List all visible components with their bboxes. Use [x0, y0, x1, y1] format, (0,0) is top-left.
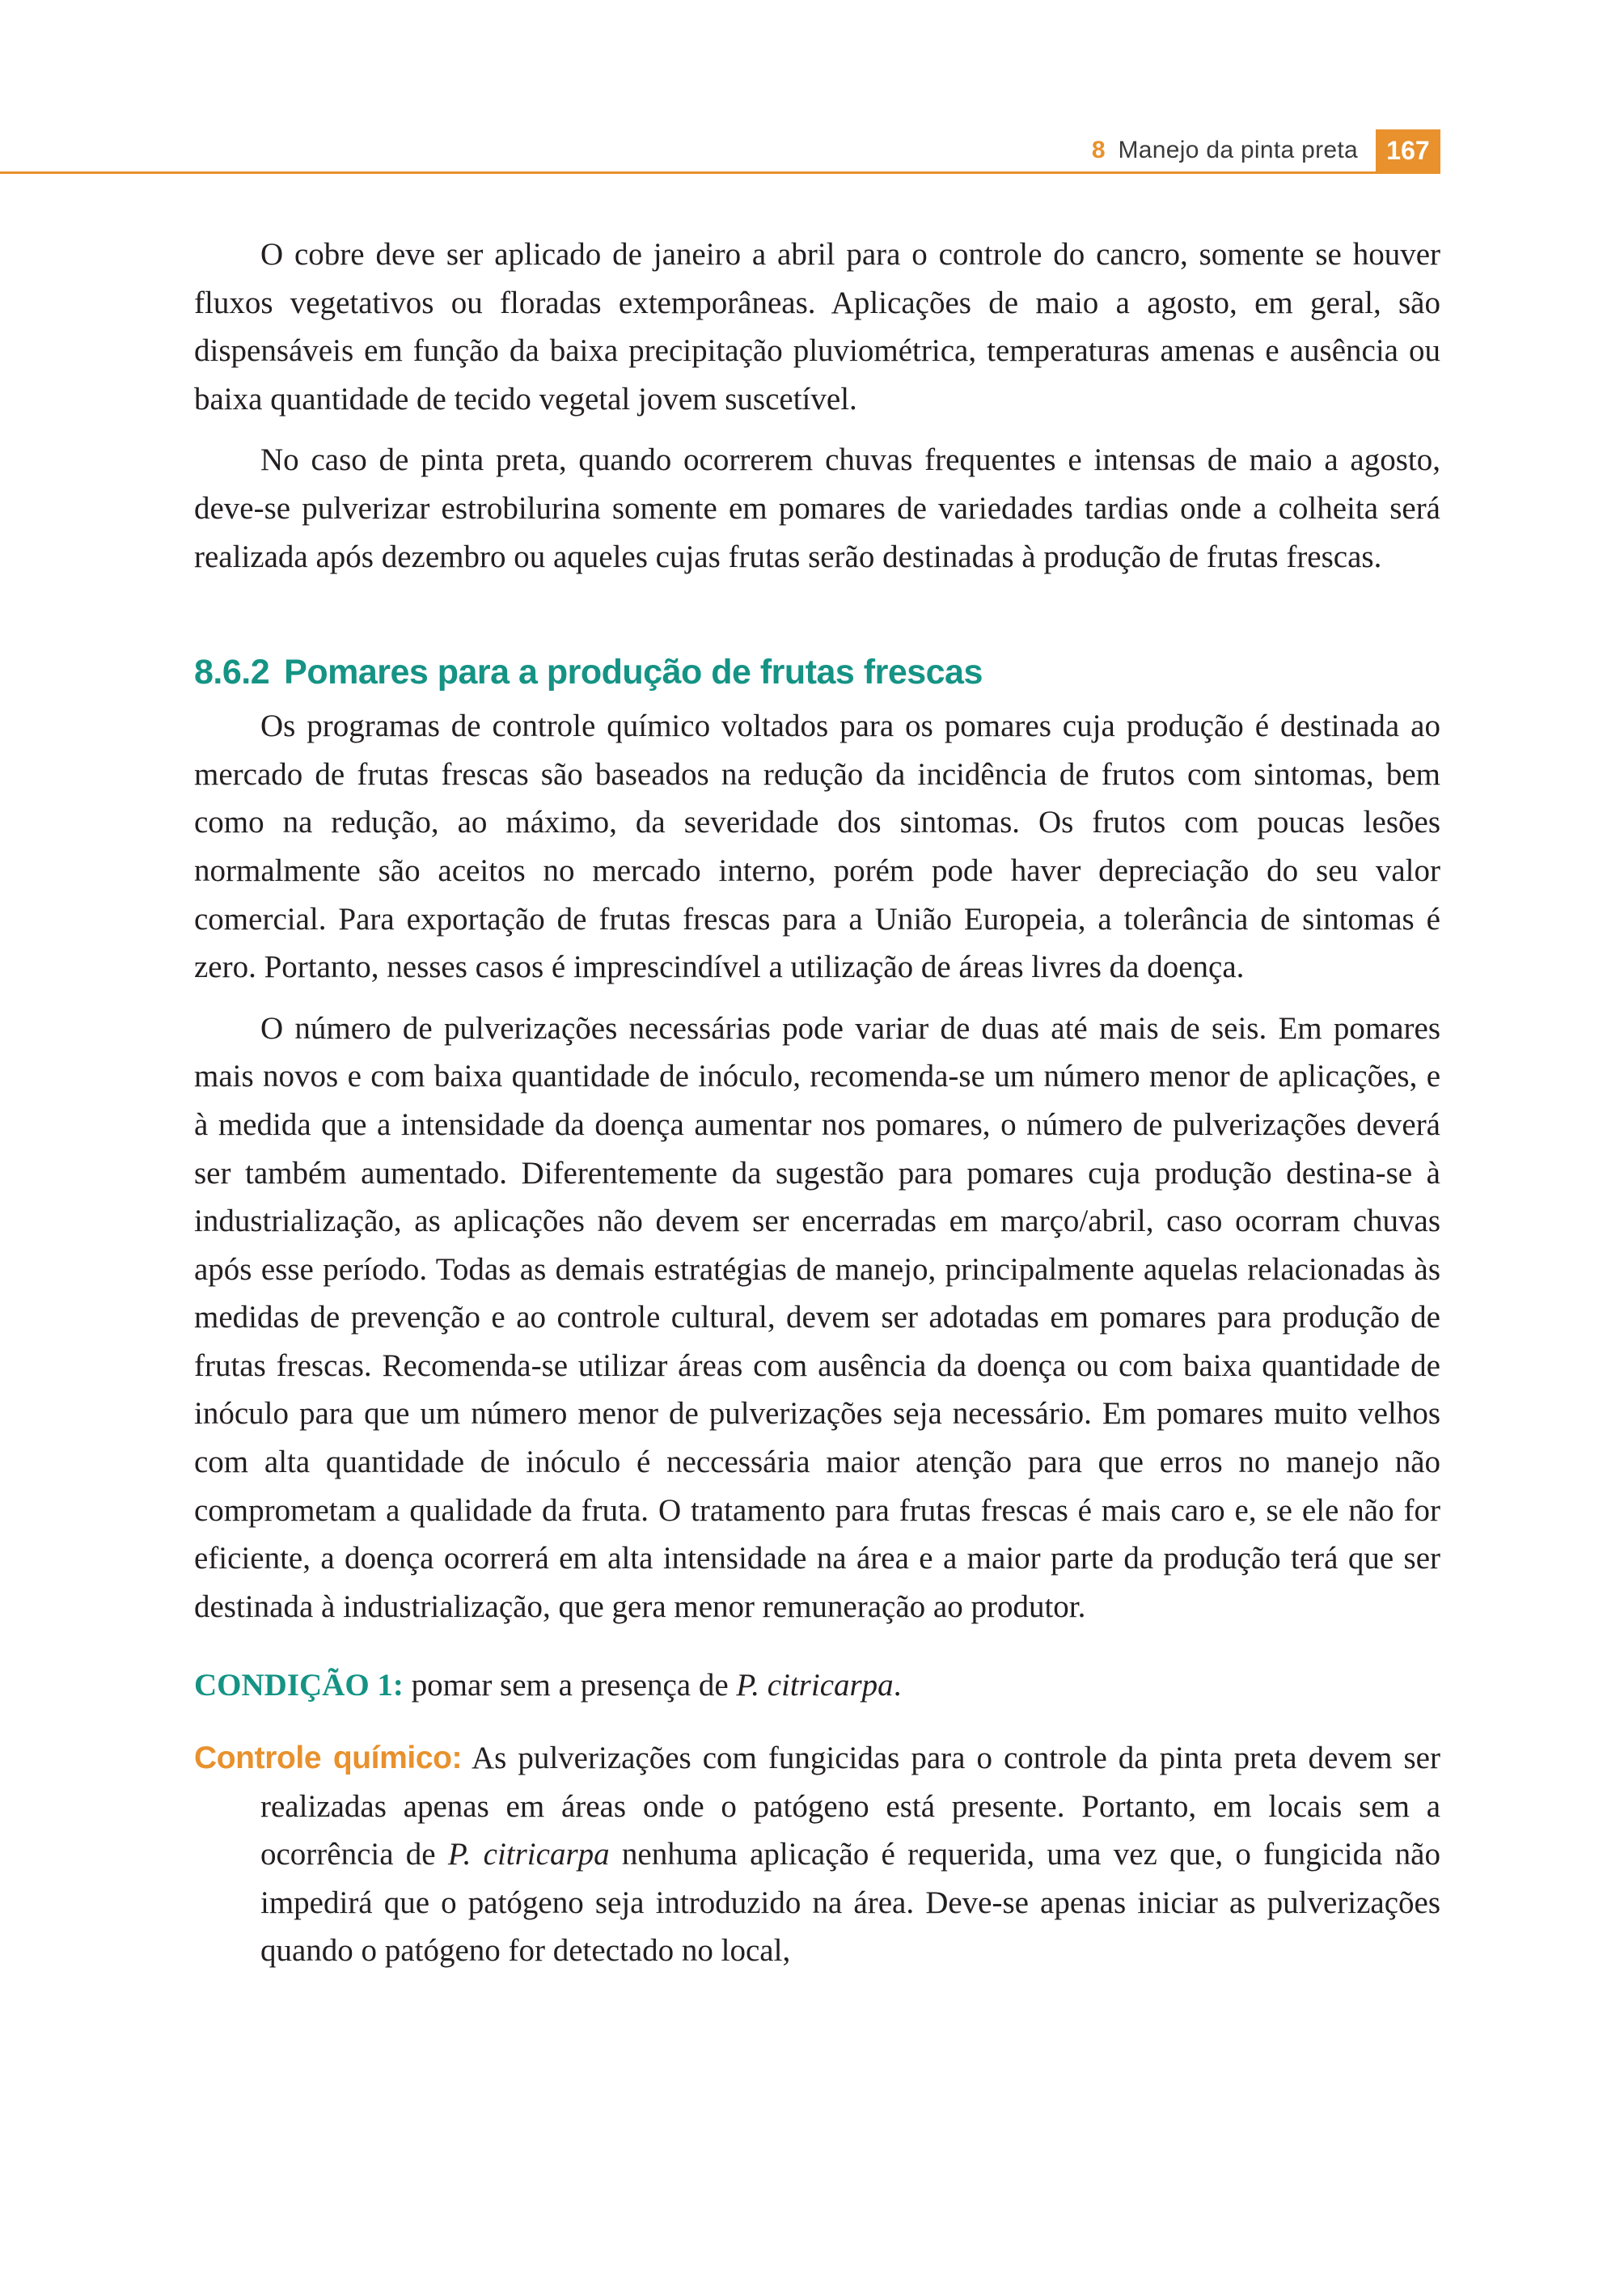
chemical-control-paragraph — [194, 1734, 1440, 1975]
chemical-text-2: nenhuma aplicação é requerida, uma vez que, o fungicida não impedirá que o patógeno seja introduzido na área. Deve-se apenas iniciar as pulverizações quando o patógeno for detectado no local, — [260, 1837, 1440, 1969]
chemical-control-label: Controle químico: — [194, 1741, 463, 1776]
condition-end: . — [893, 1668, 902, 1703]
paragraph: Os programas de controle químico voltados para os pomares cuja produção é destinada ao mercado de frutas frescas são baseados na redução da incidência de frutos com sintomas, bem como na redução, ao máximo, da severidade dos sintomas. Os frutos com poucas lesões normalmente são aceitos no mercado interno, porém pode haver depreciação do seu valor comercial. Para exportação de frutas frescas para a União Europeia, a tolerância de sintomas é zero. Portanto, nesses casos é imprescindível a utilização de áreas livres da doença. — [194, 709, 1440, 985]
page-body — [194, 231, 1440, 1975]
species-name: P. citricarpa — [447, 1837, 610, 1872]
paragraph: No caso de pinta preta, quando ocorrerem chuvas frequentes e intensas de maio a agosto, deve-se pulverizar estrobilurina somente em pomares de variedades tardias onde a colheita será realizada após dezembro ou aqueles cujas frutas serão destinadas à produção de frutas frescas. — [194, 442, 1440, 574]
chemical-text-1: As pulverizações com fungicidas para o controle da pinta preta devem ser realizadas apenas em áreas onde o patógeno está presente. Portanto, em locais sem a ocorrência de — [260, 1741, 1440, 1872]
section-title: Pomares para a produção de frutas frescas — [284, 652, 983, 692]
species-name: P. citricarpa — [736, 1668, 894, 1703]
paragraph: O cobre deve ser aplicado de janeiro a abril para o controle do cancro, somente se houver fluxos vegetativos ou floradas extemporâneas. Aplicações de maio a agosto, em geral, são dispensáveis em função da baixa precipitação pluviométrica, temperaturas amenas e ausência ou baixa quantidade de tecido vegetal jovem suscetível. — [194, 237, 1440, 417]
page-number: 167 — [1376, 129, 1440, 171]
chapter-title: Manejo da pinta preta — [1118, 137, 1358, 163]
header-rule — [0, 171, 1440, 174]
chapter-number: 8 — [1091, 137, 1106, 163]
running-header — [0, 129, 1440, 171]
paragraph: O número de pulverizações necessárias pode variar de duas até mais de seis. Em pomares mais novos e com baixa quantidade de inóculo, recomenda-se um número menor de aplicações, e à medida que a intensidade da doença aumentar nos pomares, o número de pulverizações deverá ser também aumentado. Diferentemente da sugestão para pomares cuja produção destina-se à industrialização, as aplicações não devem ser encerradas em março/abril, caso ocorram chuvas após esse período. Todas as demais estratégias de manejo, principalmente aquelas relacionadas às medidas de prevenção e ao controle cultural, devem ser adotadas em pomares para produção de frutas frescas. Recomenda-se utilizar áreas com ausência da doença ou com baixa quantidade de inóculo para que um número menor de pulverizações seja necessário. Em pomares muito velhos com alta quantidade de inóculo é neccessária maior atenção para que erros no manejo não comprometam a qualidade da fruta. O tratamento para frutas frescas é mais caro e, se ele não for eficiente, a doença ocorrerá em alta intensidade na área e a maior parte da produção terá que ser destinada à industrialização, que gera menor remuneração ao produtor. — [194, 1010, 1440, 1624]
section-number: 8.6.2 — [194, 652, 270, 692]
condition-line — [194, 1661, 1440, 1710]
section-heading — [194, 647, 1440, 697]
condition-text: pomar sem a presença de — [411, 1668, 729, 1703]
condition-label: CONDIÇÃO 1: — [194, 1668, 404, 1703]
